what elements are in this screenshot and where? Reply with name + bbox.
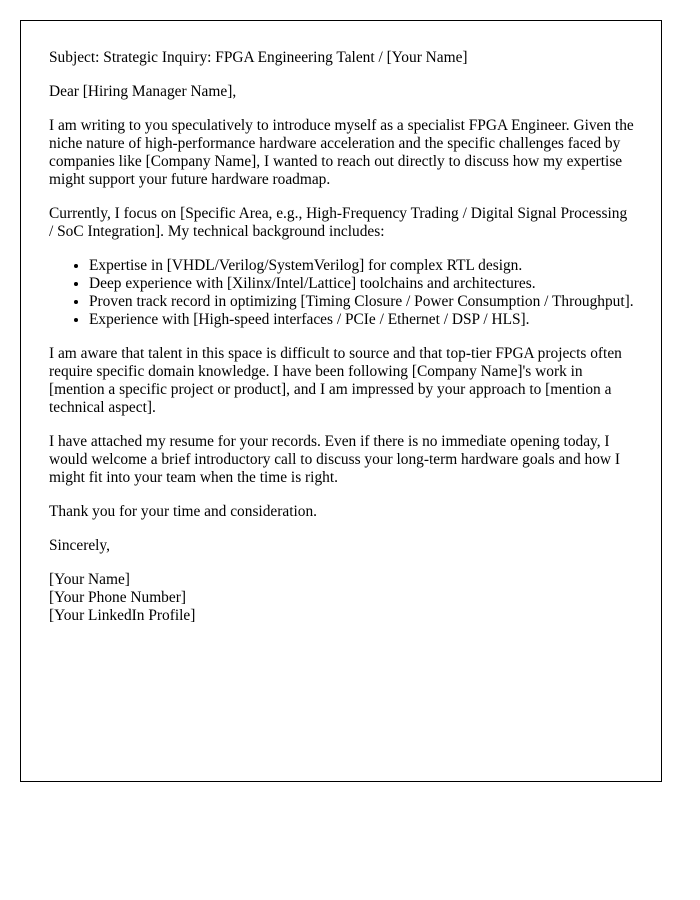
list-item: • Experience with [High-speed interfaces / PCIe / Ethernet / DSP / HLS]. (89, 311, 635, 329)
intro-paragraph: I am writing to you speculatively to introduce myself as a specialist FPGA Engineer. Given the niche nature of high-performance hardware acceleration and the specific challenges faced by companies like [Company Name], I wanted to reach out directly to discuss how my expertise might support your future hardware roadmap. (49, 117, 634, 188)
letter-page (20, 20, 662, 782)
signature-linkedin: [Your LinkedIn Profile] (49, 607, 196, 624)
signature-block (49, 571, 635, 625)
signature-phone: [Your Phone Number] (49, 589, 186, 606)
resume-paragraph: I have attached my resume for your records. Even if there is no immediate opening today, I would welcome a brief introductory call to discuss your long-term hardware goals and how I might fit into your team when the time is right. (49, 433, 621, 486)
closing: Sincerely, (49, 537, 110, 554)
focus-paragraph: Currently, I focus on [Specific Area, e.g., High-Frequency Trading / Digital Signal Processing / SoC Integration]. My technical background includes: (49, 205, 628, 240)
list-item: • Proven track record in optimizing [Timing Closure / Power Consumption / Throughput]. (89, 293, 635, 311)
signature-name: [Your Name] (49, 571, 130, 588)
thanks-paragraph: Thank you for your time and consideration. (49, 503, 317, 520)
skills-list (49, 257, 635, 329)
list-item: • Expertise in [VHDL/Verilog/SystemVerilog] for complex RTL design. (89, 257, 635, 275)
awareness-paragraph: I am aware that talent in this space is difficult to source and that top-tier FPGA projects often require specific domain knowledge. I have been following [Company Name]'s work in [mention a specific project or product], and I am impressed by your approach to [mention a technical aspect]. (49, 345, 622, 416)
list-item: • Deep experience with [Xilinx/Intel/Lattice] toolchains and architectures. (89, 275, 635, 293)
subject-line: Subject: Strategic Inquiry: FPGA Engineering Talent / [Your Name] (49, 49, 468, 66)
salutation: Dear [Hiring Manager Name], (49, 83, 237, 100)
